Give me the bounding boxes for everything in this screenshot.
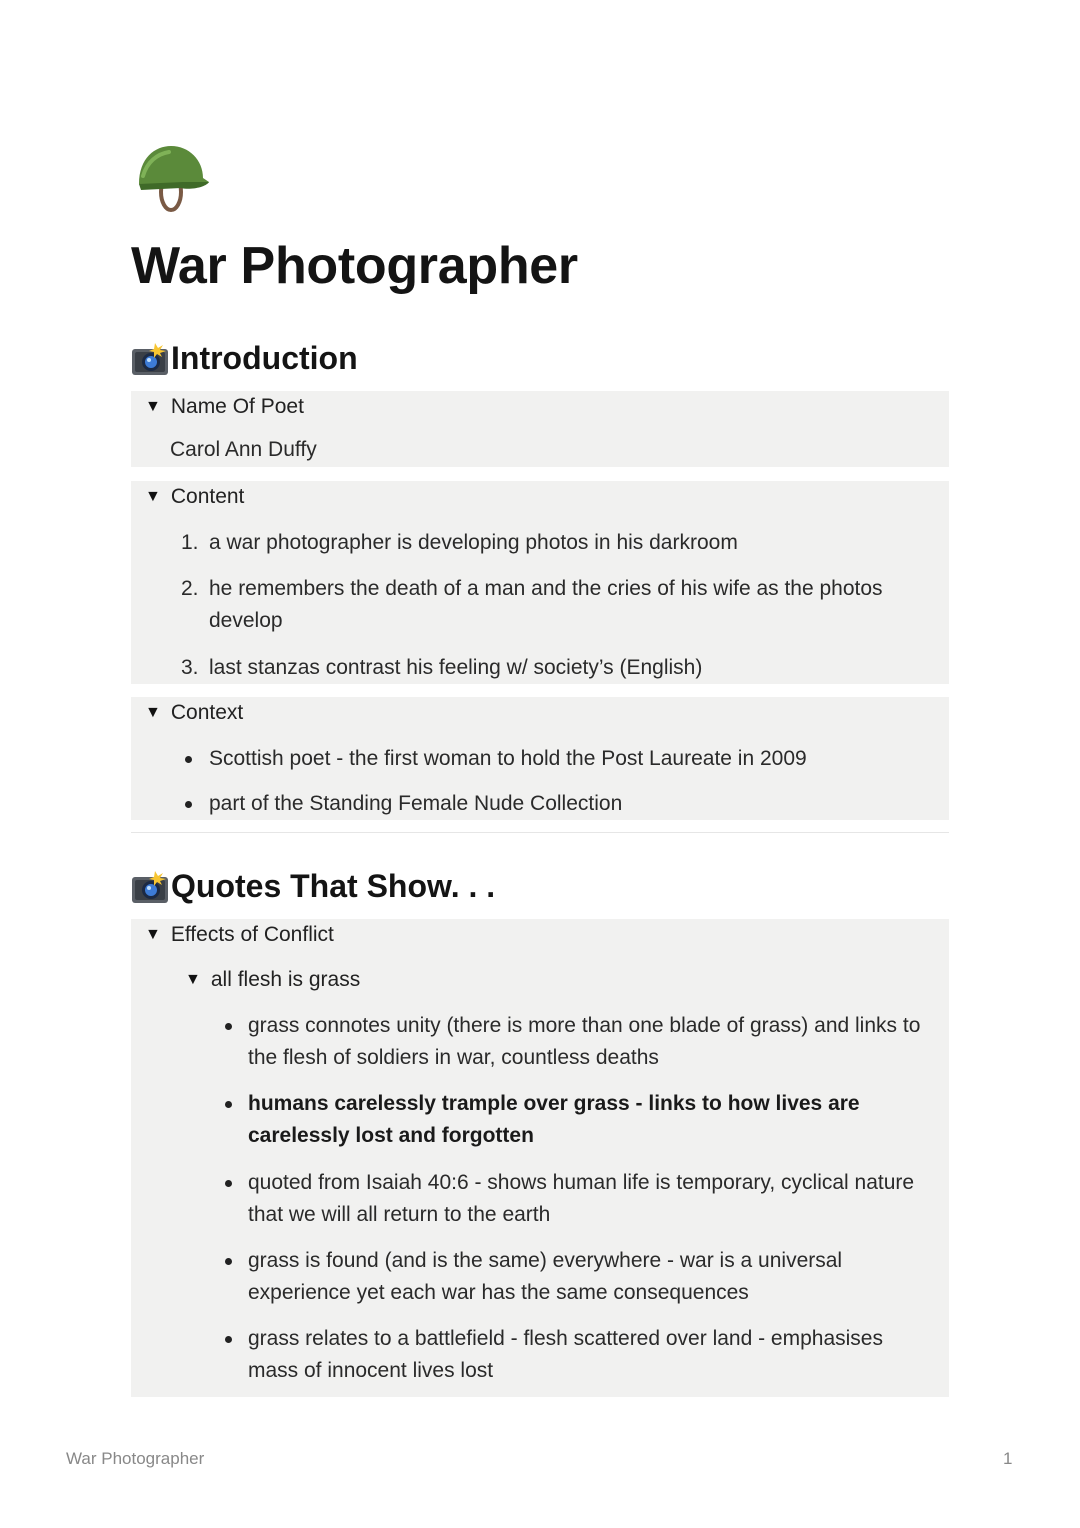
bullet-icon	[225, 1258, 232, 1265]
list-item: grass connotes unity (there is more than one blade of grass) and links to	[248, 1014, 921, 1037]
section-heading-label: Quotes That Show. . .	[171, 868, 496, 904]
list-item: he remembers the death of a man and the cries of his wife as the photos	[209, 577, 883, 600]
toggle-label: Name Of Poet	[170, 395, 304, 418]
list-item-continuation: experience yet each war has the same consequences	[248, 1281, 749, 1304]
list-item: grass relates to a battlefield - flesh scattered over land - emphasises	[248, 1327, 883, 1350]
triangle-down-icon[interactable]: ▼	[145, 926, 161, 943]
toggle-header[interactable]	[145, 701, 243, 725]
list-item: a war photographer is developing photos in his darkroom	[209, 531, 738, 554]
nested-toggle-label: all flesh is grass	[210, 968, 361, 991]
page-title: War Photographer	[131, 237, 578, 295]
list-item: last stanzas contrast his feeling w/ society’s (English)	[209, 656, 703, 679]
list-number: 1.	[181, 531, 199, 554]
bullet-icon	[225, 1101, 232, 1108]
list-item: Scottish poet - the first woman to hold the Post Laureate in 2009	[209, 747, 807, 770]
toggle-name-of-poet[interactable]	[131, 391, 949, 467]
bullet-icon	[225, 1336, 232, 1343]
page-number: 1	[1003, 1449, 1013, 1468]
list-item-continuation: carelessly lost and forgotten	[248, 1124, 534, 1147]
toggle-header[interactable]	[145, 395, 304, 419]
toggle-header[interactable]	[145, 923, 334, 947]
list-item-continuation: the flesh of soldiers in war, countless deaths	[248, 1046, 659, 1069]
bullet-icon	[185, 756, 192, 763]
toggle-effects-of-conflict[interactable]	[131, 919, 949, 1397]
divider	[131, 832, 949, 833]
list-item-continuation: mass of innocent lives lost	[248, 1359, 494, 1382]
toggle-label: Effects of Conflict	[170, 923, 334, 946]
bullet-icon	[225, 1180, 232, 1187]
section-heading-label: Introduction	[171, 340, 358, 376]
list-item: grass is found (and is the same) everywhere - war is a universal	[248, 1249, 843, 1272]
footer-title: War Photographer	[66, 1449, 205, 1468]
list-item: part of the Standing Female Nude Collection	[209, 792, 623, 815]
section-heading-introduction	[131, 340, 358, 377]
triangle-down-icon[interactable]: ▼	[185, 971, 201, 988]
list-item-continuation: that we will all return to the earth	[248, 1203, 551, 1226]
list-number: 2.	[181, 577, 199, 600]
list-item-bold: humans carelessly trample over grass - links to how lives are	[248, 1092, 860, 1115]
bullet-icon	[185, 801, 192, 808]
list-item-continuation: develop	[209, 609, 283, 632]
camera-flash-icon	[131, 869, 171, 905]
toggle-context[interactable]	[131, 697, 949, 820]
triangle-down-icon[interactable]: ▼	[145, 488, 161, 505]
camera-flash-icon	[131, 341, 171, 377]
section-heading-quotes	[131, 868, 495, 905]
toggle-header[interactable]	[145, 485, 244, 509]
triangle-down-icon[interactable]: ▼	[145, 704, 161, 721]
list-number: 3.	[181, 656, 199, 679]
poet-name: Carol Ann Duffy	[170, 438, 317, 461]
toggle-label: Content	[170, 485, 245, 508]
list-item: quoted from Isaiah 40:6 - shows human life is temporary, cyclical nature	[248, 1171, 915, 1194]
toggle-content[interactable]	[131, 481, 949, 684]
triangle-down-icon[interactable]: ▼	[145, 398, 161, 415]
bullet-icon	[225, 1023, 232, 1030]
military-helmet-icon	[133, 140, 213, 220]
toggle-label: Context	[170, 701, 244, 724]
nested-toggle-header[interactable]	[185, 968, 360, 992]
